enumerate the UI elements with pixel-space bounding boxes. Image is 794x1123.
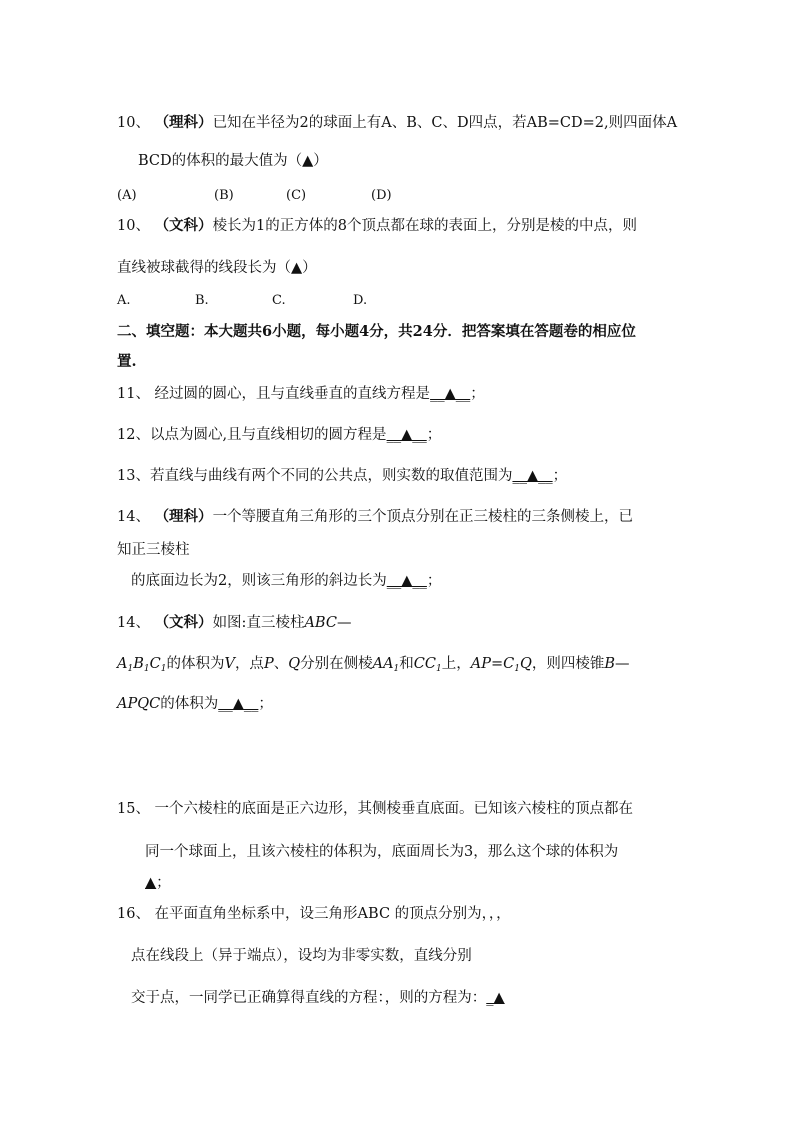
q10-wen-option-d: D. [353, 293, 368, 308]
q11 [117, 384, 485, 404]
q14-wen-sub: 1 [160, 664, 167, 674]
q11-text: 11、 经过圆的圆心，且与直线垂直的直线方程是 [117, 386, 431, 402]
q14-li-line1 [117, 507, 633, 527]
q14-li-text: 一个等腰直角三角形的三个顶点分别在正三棱柱的三条侧棱上，已 [212, 509, 634, 525]
q10-li-option-c: (C) [286, 188, 307, 203]
q14-wen-text: 的体积为 [166, 656, 225, 672]
q14-wen-text: 和 [399, 656, 414, 672]
q15-line3 [145, 873, 171, 893]
q14-wen-a: A [117, 656, 128, 672]
q16-line3-text: 交于点，一同学已正确算得直线的方程：，则的方程为： [131, 990, 487, 1006]
q14-wen-apqc: APQC [117, 696, 161, 712]
q14-li-tag: （理科） [154, 508, 213, 525]
q16-answer-blank: _▲ [486, 990, 505, 1006]
q10-li-tag: （理科） [154, 114, 213, 131]
q10-wen-option-c: C. [272, 293, 286, 308]
q16-line1: 16、 在平面直角坐标系中，设三角形ABC 的顶点分别为，，， [117, 906, 511, 922]
q14-wen-text: ，则四棱锥 [531, 656, 605, 672]
q14-wen-line2 [117, 654, 629, 679]
q14-wen-p: P [263, 656, 274, 672]
q14-wen-line1 [117, 613, 351, 633]
q14-wen-text: 如图:直三棱柱 [212, 615, 305, 631]
q14-wen-abc: ABC [304, 615, 337, 631]
q14-wen-sub: 1 [514, 664, 520, 674]
q14-wen-q: Q [288, 656, 301, 672]
q10-li-text: 已知在半径为2的球面上有A、B、C、D四点，若AB=CD=2,则四面体A [212, 115, 678, 131]
q12-end: ； [426, 427, 442, 443]
q10-wen-option-a: A. [117, 293, 131, 308]
q14-wen-end: ； [258, 696, 273, 712]
q14-wen-text: 分别在侧棱 [300, 656, 373, 672]
q10-wen-tag: （文科） [154, 217, 213, 234]
q13-answer-blank: __▲__ [512, 468, 553, 484]
q14-wen-dash: — [336, 615, 352, 631]
q10-li-line1 [117, 113, 677, 133]
q14-wen-q: Q [519, 656, 532, 672]
q14-li-answer-blank: __▲__ [386, 573, 427, 589]
q10-li-option-d: (D) [371, 188, 392, 203]
q14-wen-text: ，点 [234, 656, 264, 672]
q10-wen-line1 [117, 216, 637, 236]
q14-wen-dash: — [614, 656, 630, 672]
q10-wen-option-b: B. [195, 293, 209, 308]
q10-li-option-b: (B) [214, 188, 234, 203]
q14-wen-text: 上， [441, 656, 471, 672]
q14-wen-b: B [133, 656, 144, 672]
q10-wen-text: 棱长为1的正方体的8个顶点都在球的表面上，分别是棱的中点，则 [212, 218, 638, 234]
q11-end: ； [470, 386, 485, 402]
q15-end: ； [156, 875, 171, 891]
q12 [117, 425, 441, 445]
q16-line2: 点在线段上（异于端点），设均为非零实数，直线分别 [131, 948, 472, 964]
q15-answer-blank: ▲ [145, 875, 157, 891]
q14-wen-answer-blank: __▲__ [218, 696, 259, 712]
section2-heading-line2: 置. [117, 353, 137, 370]
q10-wen-line2: 直线被球截得的线段长为（▲） [117, 260, 317, 276]
q14-wen-sub: 1 [127, 664, 134, 674]
q14-wen-v: V [224, 656, 235, 672]
q12-answer-blank: __▲__ [386, 427, 427, 443]
q11-answer-blank: __▲__ [430, 386, 471, 402]
q14-wen-cc: CC [413, 656, 436, 672]
q10-li-number: 10、 [117, 115, 150, 131]
section2-heading-line1: 二、填空题：本大题共6小题，每小题4分，共24分．把答案填在答题卷的相应位 [117, 323, 636, 340]
q10-li-line2: BCD的体积的最大值为（▲） [138, 153, 328, 169]
q10-wen-number: 10、 [117, 218, 150, 234]
q12-text: 12、以点为圆心,且与直线相切的圆方程是 [117, 427, 387, 443]
q14-wen-ap-eq: AP=C [470, 656, 515, 672]
q14-wen-text: 、 [273, 656, 289, 672]
q15-line2: 同一个球面上，且该六棱柱的体积为，底面周长为3，那么这个球的体积为 [145, 844, 619, 860]
q14-wen-number: 14、 [117, 615, 150, 631]
q13 [117, 466, 567, 486]
q10-li-option-a: (A) [117, 188, 137, 203]
q13-end: ； [552, 468, 568, 484]
q13-text: 13、若直线与曲线有两个不同的公共点，则实数的取值范围为 [117, 468, 513, 484]
q14-wen-b-vertex: B [604, 656, 615, 672]
q14-wen-line3 [117, 694, 273, 714]
q15-line1: 15、 一个六棱柱的底面是正六边形，其侧棱垂直底面。已知该六棱柱的顶点都在 [117, 801, 634, 817]
q14-wen-sub: 1 [143, 664, 150, 674]
q14-li-line3-text: 的底面边长为2，则该三角形的斜边长为 [131, 573, 387, 589]
q14-wen-aa: AA [372, 656, 394, 672]
q14-wen-sub: 1 [435, 664, 442, 674]
q14-li-line3 [131, 571, 441, 591]
q14-wen-text: 的体积为 [160, 696, 219, 712]
q14-li-end: ； [426, 573, 442, 589]
q14-li-number: 14、 [117, 509, 150, 525]
q14-wen-c: C [149, 656, 161, 672]
q14-wen-tag: （文科） [154, 614, 213, 631]
q16-line3 [131, 988, 505, 1008]
q14-li-line2: 知正三棱柱 [117, 542, 190, 558]
q14-wen-sub: 1 [393, 664, 400, 674]
